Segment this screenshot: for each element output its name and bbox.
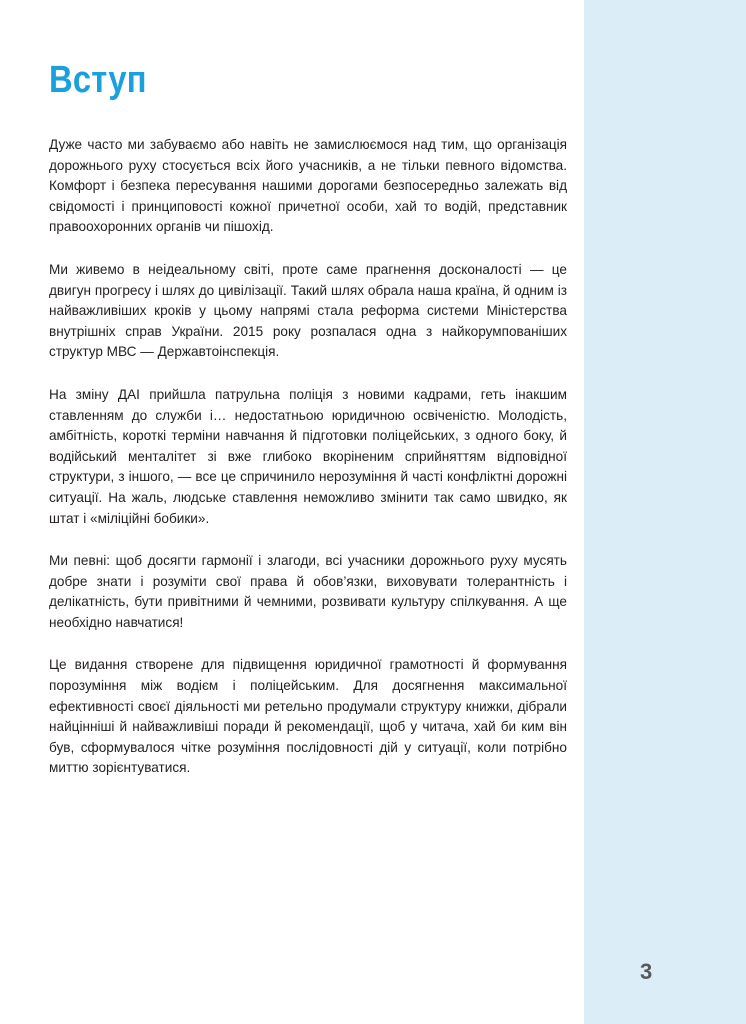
page-number: 3 <box>640 959 653 984</box>
paragraph: Дуже часто ми забуваємо або навіть не замислюємося над тим, що організація дорожнього руху стосується всіх його учасників, а не тільки певного відомства. Комфорт і безпека пересування нашими дорогами безпосередньо залежать від свідомості і принциповості кожної причетної особи, хай то водій, представник правоохоронних органів чи пішохід. <box>49 137 567 235</box>
body-text <box>49 135 567 801</box>
page-title: Вступ <box>49 59 147 101</box>
paragraph: Це видання створене для підвищення юридичної грамотності й формування порозуміння між водієм і поліцейським. Для досягнення максимальної ефективності своєї діяльності ми ретельно продумали структуру книжки, дібрали найцінніші й найважливіші поради й рекомендації, щоб у читача, хай би ким він був, сформувалося чітке розуміння послідовності дій у ситуації, коли потрібно миттю зорієнтуватися. <box>49 657 567 776</box>
side-band <box>584 0 746 1024</box>
paragraph: На зміну ДАІ прийшла патрульна поліція з новими кадрами, геть інакшим ставленням до служби і… недостатньою юридичною освіченістю. Молодість, амбітність, короткі терміни навчання й підготовки поліцейських, з одного боку, й водійський менталітет зі вже глибоко вкоріненим сприйняттям відповідної структури, з іншого, — все це спричинило нерозуміння й часті конфліктні дорожні ситуації. На жаль, людське ставлення неможливо змінити так само швидко, як штат і «міліційні бобики». <box>49 386 567 526</box>
paragraph: Ми живемо в неідеальному світі, проте саме прагнення досконалості — це двигун прогресу і шлях до цивілізації. Такий шлях обрала наша країна, й одним із найважливіших кроків у цьому напрямі стала реформа системи Міністерства внутрішніх справ України. 2015 року розпалася одна з найкорумпованіших структур МВС — Державтоінспекція. <box>49 261 567 360</box>
paragraph: Ми певні: щоб досягти гармонії і злагоди, всі учасники дорожнього руху мусять добре знати і розуміти свої права й обов’язки, виховувати толерантність і делікатність, бути привітними й чемними, розвивати культуру спілкування. А ще необхідно навчатися! <box>49 553 567 630</box>
